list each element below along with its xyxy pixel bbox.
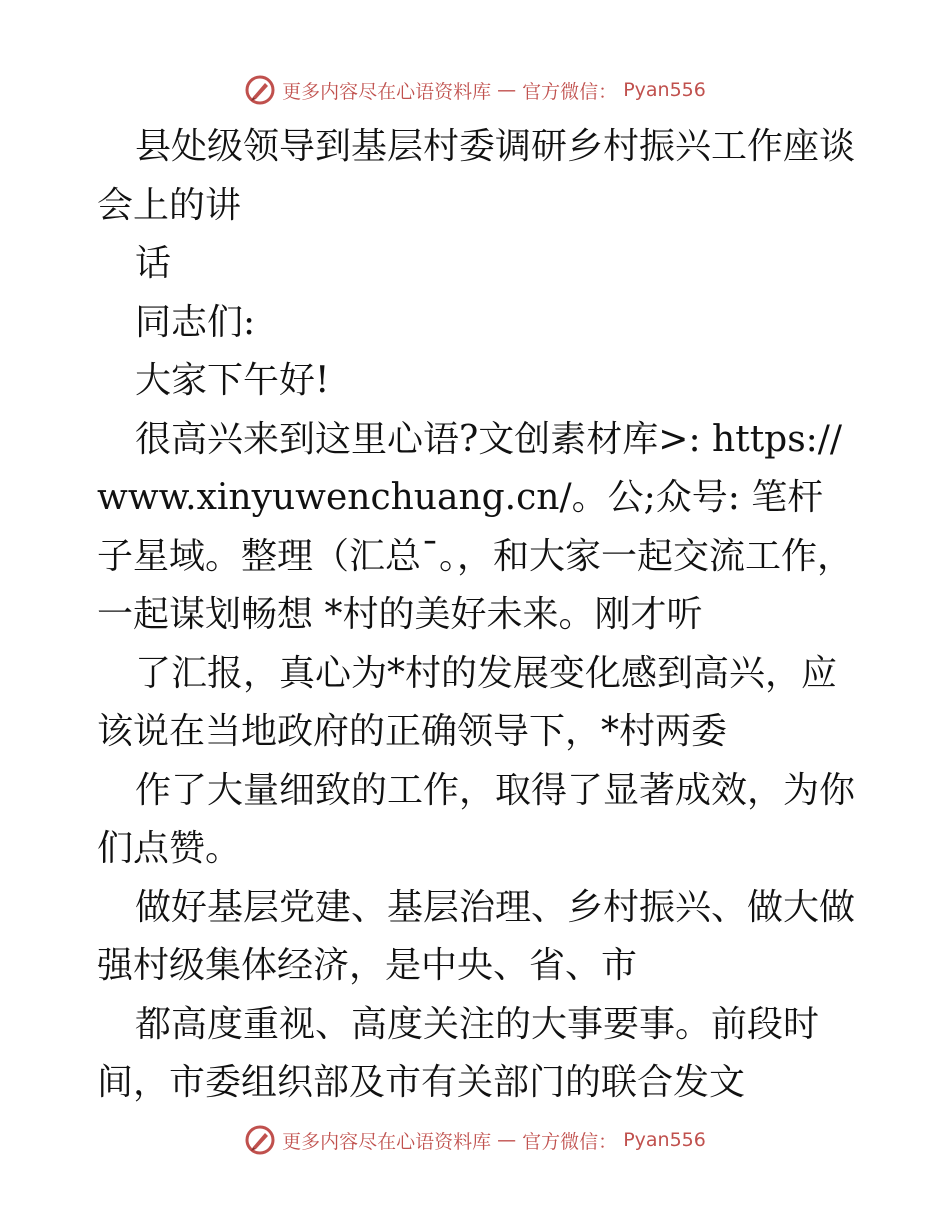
body-paragraph: 做好基层党建、基层治理、乡村振兴、做大做强村级集体经济，是中央、省、市: [97, 886, 856, 986]
body-paragraph: 了汇报，真心为*村的发展变化感到高兴，应该说在当地政府的正确领导下，*村两委: [97, 652, 838, 752]
header-banner-wechat-label: 官方微信：: [522, 80, 618, 103]
greeting: 大家下午好!: [135, 360, 330, 401]
salutation: 同志们:: [135, 301, 256, 343]
pen-logo-icon: [244, 74, 276, 106]
footer-banner-separator: —: [497, 1129, 517, 1151]
body-paragraph: 都高度重视、高度关注的大事要事。前段时间，市委组织部及市有关部门的联合发文: [97, 1003, 820, 1103]
page-header: [0, 70, 950, 110]
header-banner: [244, 74, 706, 106]
header-banner-separator: —: [497, 79, 517, 101]
body-paragraph: 作了大量细致的工作，取得了显著成效，为你们点赞。: [97, 769, 856, 869]
header-banner-title: 更多内容尽在心语资料库: [282, 80, 492, 103]
document-title-line: 县处级领导到基层村委调研乡村振兴工作座谈会上的讲: [97, 126, 856, 226]
document-body: [97, 118, 857, 1113]
pen-logo-icon: [244, 1124, 276, 1156]
body-paragraph: 很高兴来到这里心语?文创素材库>: https://www.xinyuwenchuang.cn/。公;众号: 笔杆子星域。整理（汇总¯。，和大家一起交流工作，一起谋划畅想 *村的美好未来。刚才听: [97, 418, 854, 635]
footer-banner-wechat-id: Pyan556: [623, 1129, 706, 1151]
document-title-continuation: 话: [135, 243, 172, 284]
page-footer: [0, 1120, 950, 1160]
header-banner-wechat-id: Pyan556: [623, 79, 706, 101]
footer-banner-title: 更多内容尽在心语资料库: [282, 1130, 492, 1153]
footer-banner: [244, 1124, 706, 1156]
footer-banner-wechat-label: 官方微信：: [522, 1130, 618, 1153]
